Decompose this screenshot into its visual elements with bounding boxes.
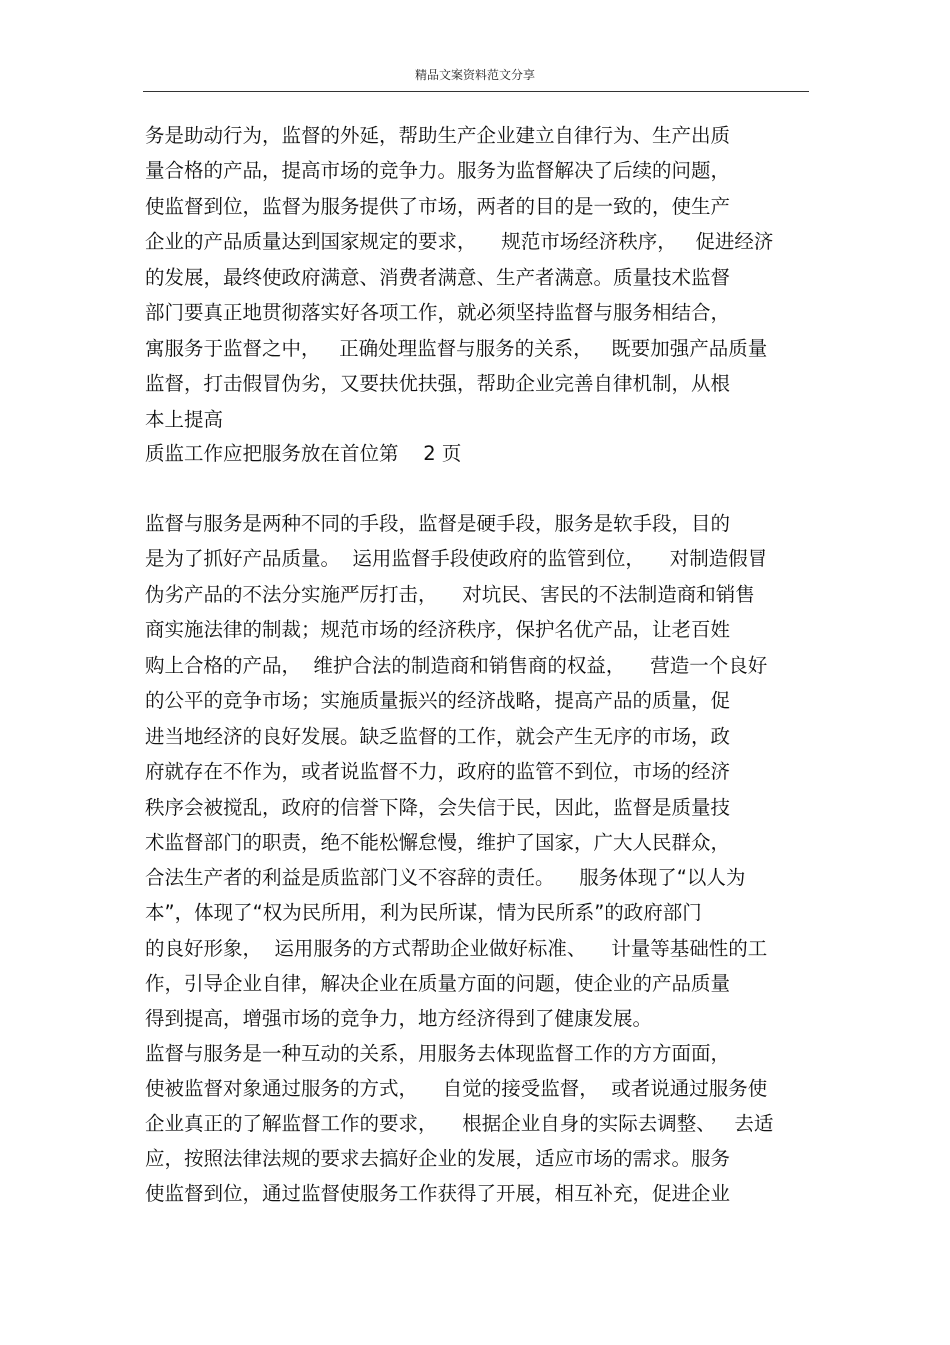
text-line: 监督，打击假冒伪劣，又要扶优扶强，帮助企业完善自律机制，从根 [145,372,731,395]
text-line: 企业的产品质量达到国家规定的要求， 规范市场经济秩序， 促进经济 [145,230,774,253]
text-line: 府就存在不作为，或者说监督不力，政府的监管不到位，市场的经济 [145,760,731,783]
text-line: 监督与服务是一种互动的关系，用服务去体现监督工作的方方面面， [145,1042,731,1065]
text-line: 得到提高，增强市场的竞争力，地方经济得到了健康发展。 [145,1007,653,1030]
text-line: 寓服务于监督之中， 正确处理监督与服务的关系， 既要加强产品质量 [145,337,768,360]
text-line: 监督与服务是两种不同的手段，监督是硬手段，服务是软手段，目的 [145,512,731,535]
text-line: 商实施法律的制裁；规范市场的经济秩序，保护名优产品，让老百姓 [145,618,731,641]
text-line: 购上合格的产品， 维护合法的制造商和销售商的权益， 营造一个良好 [145,654,768,677]
text-line: 使被监督对象通过服务的方式， 自觉的接受监督， 或者说通过服务使 [145,1077,768,1100]
text-line: 合法生产者的利益是质监部门义不容辞的责任。 服务体现了“以人为 [145,866,746,889]
text-line: 务是助动行为，监督的外延，帮助生产企业建立自律行为、生产出质 [145,124,731,147]
page-header: 精品文案资料范文分享 [414,68,535,82]
page-footer-title: 质监工作应把服务放在首位第 2 页 [145,442,462,465]
text-line: 的发展，最终使政府满意、消费者满意、生产者满意。质量技术监督 [145,266,731,289]
text-line: 秩序会被搅乱，政府的信誉下降，会失信于民，因此，监督是质量技 [145,796,731,819]
text-line: 使监督到位，通过监督使服务工作获得了开展，相互补充，促进企业 [145,1182,731,1205]
text-line: 本上提高 [145,408,224,431]
text-line: 本”，体现了“权为民所用，利为民所谋，情为民所系”的政府部门 [145,901,702,924]
header-divider [143,91,809,92]
text-line: 术监督部门的职责，绝不能松懈怠慢，维护了国家，广大人民群众， [145,831,731,854]
text-line: 部门要真正地贯彻落实好各项工作，就必须坚持监督与服务相结合， [145,301,731,324]
text-line: 量合格的产品，提高市场的竞争力。服务为监督解决了后续的问题， [145,159,731,182]
text-line: 伪劣产品的不法分实施严厉打击， 对坑民、害民的不法制造商和销售 [145,583,755,606]
text-line: 应，按照法律法规的要求去搞好企业的发展，适应市场的需求。服务 [145,1147,731,1170]
text-line: 使监督到位，监督为服务提供了市场，两者的目的是一致的，使生产 [145,195,731,218]
text-line: 企业真正的了解监督工作的要求， 根据企业自身的实际去调整、 去适 [145,1112,774,1135]
text-line: 是为了抓好产品质量。 运用监督手段使政府的监管到位， 对制造假冒 [145,547,768,570]
text-line: 的公平的竞争市场；实施质量振兴的经济战略，提高产品的质量，促 [145,689,731,712]
text-line: 作，引导企业自律，解决企业在质量方面的问题，使企业的产品质量 [145,972,731,995]
text-line: 进当地经济的良好发展。缺乏监督的工作，就会产生无序的市场，政 [145,725,731,748]
text-line: 的良好形象， 运用服务的方式帮助企业做好标准、 计量等基础性的工 [145,937,768,960]
